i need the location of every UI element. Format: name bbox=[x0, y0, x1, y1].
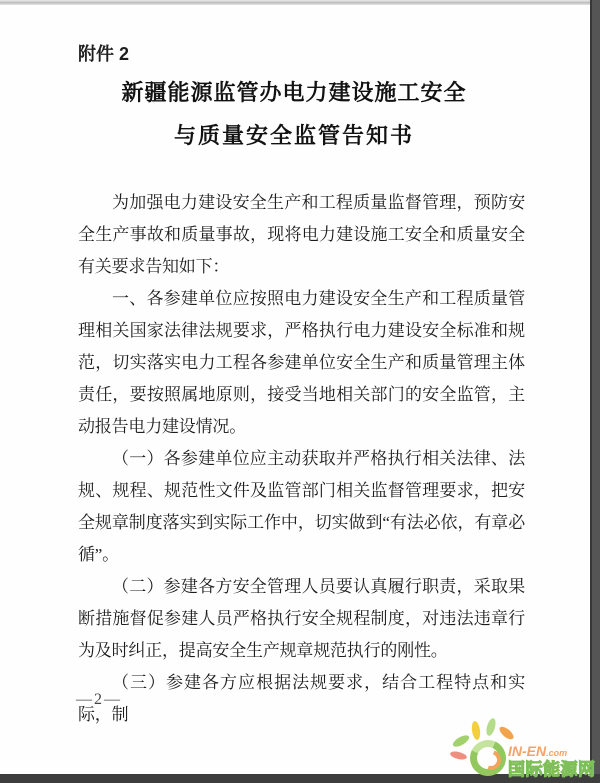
logo-petal-yellow bbox=[471, 721, 482, 741]
watermark-site-name bbox=[508, 744, 596, 761]
in-en-logo-icon bbox=[446, 716, 516, 778]
paragraph-item-1: 一、各参建单位应按照电力建设安全生产和工程质量管理相关国家法律法规要求，严格执行电力建设安全标准和规范，切实落实电力工程各参建单位安全生产和质量管理主体责任，要按照属地原则，接受当地相关部门的安全监管，主动报告电力建设情况。 bbox=[78, 289, 525, 436]
watermark-text bbox=[508, 744, 596, 779]
logo-petal-pink bbox=[449, 750, 467, 761]
watermark-site-name-cn: 国际能源网 bbox=[508, 760, 596, 779]
logo-petal-orange bbox=[497, 724, 515, 741]
paragraph-item-1-3: （三）参建各方应根据法规要求，结合工程特点和实际，制 bbox=[78, 673, 525, 724]
watermark-site-tld: .com bbox=[546, 748, 568, 758]
paragraph-item-1-2: （二）参建各方安全管理人员要认真履行职责，采取果断措施督促参建人员严格执行安全规程制度，对违法违章行为及时纠正，提高安全生产规章规范执行的刚性。 bbox=[78, 577, 525, 660]
logo-petal-green bbox=[451, 733, 471, 749]
scan-edge-right bbox=[590, 0, 600, 783]
document-title-line-1: 新疆能源监管办电力建设施工安全 bbox=[121, 80, 467, 105]
scan-edge-top bbox=[0, 0, 600, 5]
paragraph-item-1-1: （一）各参建单位应主动获取并严格执行相关法律、法规、规程、规范性文件及监管部门相关监督管理要求，把安全规章制度落实到实际工作中，切实做到“有法必依，有章必循”。 bbox=[78, 449, 525, 564]
watermark-site-en: IN-EN bbox=[508, 743, 547, 759]
document-body bbox=[78, 187, 525, 731]
attachment-label: 附件 2 bbox=[78, 44, 130, 64]
document-title-line-2: 与质量安全监管告知书 bbox=[173, 123, 414, 148]
page-number: —2— bbox=[76, 691, 122, 708]
watermark bbox=[446, 716, 600, 778]
paragraph-intro: 为加强电力建设安全生产和工程质量监督管理，预防安全生产事故和质量事故，现将电力建设施工安全和质量安全有关要求告知如下： bbox=[78, 193, 525, 276]
logo-petal-lightgreen bbox=[485, 717, 498, 737]
document-title bbox=[0, 71, 588, 157]
